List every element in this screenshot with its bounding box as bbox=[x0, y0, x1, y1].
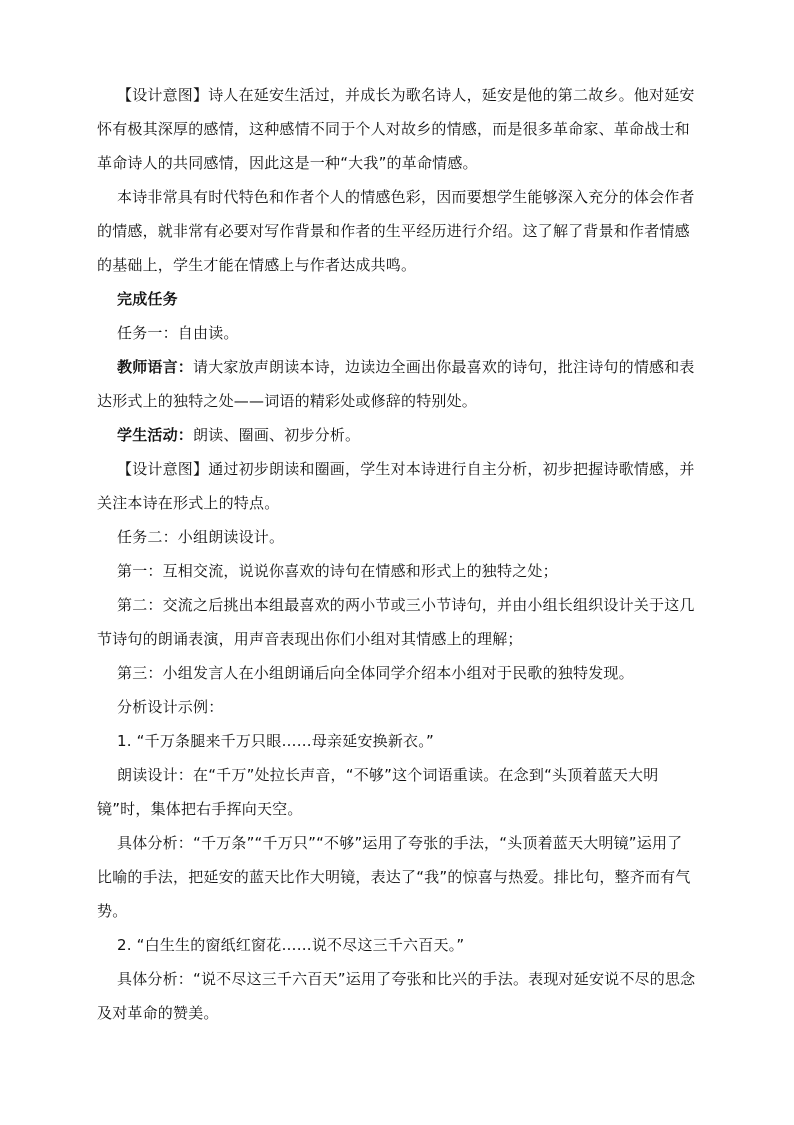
example-intro-paragraph bbox=[97, 690, 697, 724]
design-intent-paragraph-2 bbox=[97, 452, 697, 520]
task-one-title bbox=[97, 316, 697, 350]
para-lead: 教师语言： bbox=[117, 358, 194, 376]
para-text: 第一：互相交流，说说你喜欢的诗句在情感和形式上的独特之处； bbox=[117, 562, 558, 580]
para-lead: 完成任务 bbox=[117, 290, 178, 308]
para-text: 朗读、圈画、初步分析。 bbox=[193, 426, 361, 444]
example-one-quote bbox=[97, 724, 697, 758]
para-text: 第二：交流之后挑出本组最喜欢的两小节或三小节诗句，并由小组长组织设计关于这几节诗句的朗诵表演，用声音表现出你们小组对其情感上的理解； bbox=[97, 596, 695, 648]
para-text: 2. “白生生的窗纸红窗花……说不尽这三千六百天。” bbox=[117, 936, 465, 954]
task-two-title bbox=[97, 520, 697, 554]
analysis-two-paragraph bbox=[97, 962, 697, 1030]
para-text: 1. “千万条腿来千万只眼……母亲延安换新衣。” bbox=[117, 732, 434, 750]
section-heading-tasks bbox=[97, 282, 697, 316]
step-three-paragraph bbox=[97, 656, 697, 690]
example-two-quote bbox=[97, 928, 697, 962]
para-text: 任务二：小组朗读设计。 bbox=[117, 528, 285, 546]
teacher-language-paragraph bbox=[97, 350, 697, 418]
para-text: 朗读设计：在“千万”处拉长声音，“不够”这个词语重读。在念到“头顶着蓝天大明镜”时，集体把右手挥向天空。 bbox=[97, 766, 659, 818]
step-one-paragraph bbox=[97, 554, 697, 588]
para-text: 【设计意图】通过初步朗读和圈画，学生对本诗进行自主分析，初步把握诗歌情感，并关注本诗在形式上的特点。 bbox=[97, 460, 695, 512]
analysis-one-paragraph bbox=[97, 826, 697, 928]
reading-design-paragraph bbox=[97, 758, 697, 826]
background-paragraph bbox=[97, 180, 697, 282]
para-lead: 学生活动： bbox=[117, 426, 194, 444]
design-intent-paragraph-1 bbox=[97, 78, 697, 180]
para-text: 任务一：自由读。 bbox=[117, 324, 239, 342]
para-text: 具体分析：“说不尽这三千六百天”运用了夸张和比兴的手法。表现对延安说不尽的思念及对革命的赞美。 bbox=[97, 970, 696, 1022]
para-text: 具体分析：“千万条”“千万只”“不够”运用了夸张的手法，“头顶着蓝天大明镜”运用了比喻的手法，把延安的蓝天比作大明镜，表达了“我”的惊喜与热爱。排比句，整齐而有气势。 bbox=[97, 834, 691, 920]
para-text: 【设计意图】诗人在延安生活过，并成长为歌名诗人，延安是他的第二故乡。他对延安怀有极其深厚的感情，这种感情不同于个人对故乡的情感，而是很多革命家、革命战士和革命诗人的共同感情，因此这是一种“大我”的革命情感。 bbox=[97, 86, 695, 172]
para-text: 第三：小组发言人在小组朗诵后向全体同学介绍本小组对于民歌的独特发现。 bbox=[117, 664, 634, 682]
para-text: 分析设计示例： bbox=[117, 698, 224, 716]
document-body bbox=[97, 78, 697, 1030]
step-two-paragraph bbox=[97, 588, 697, 656]
student-activity-paragraph bbox=[97, 418, 697, 452]
para-text: 本诗非常具有时代特色和作者个人的情感色彩，因而要想学生能够深入充分的体会作者的情感，就非常有必要对写作背景和作者的生平经历进行介绍。这了解了背景和作者情感的基础上，学生才能在情感上与作者达成共鸣。 bbox=[97, 188, 695, 274]
para-text: 请大家放声朗读本诗，边读边全画出你最喜欢的诗句，批注诗句的情感和表达形式上的独特之处——词语的精彩处或修辞的特别处。 bbox=[97, 358, 695, 410]
